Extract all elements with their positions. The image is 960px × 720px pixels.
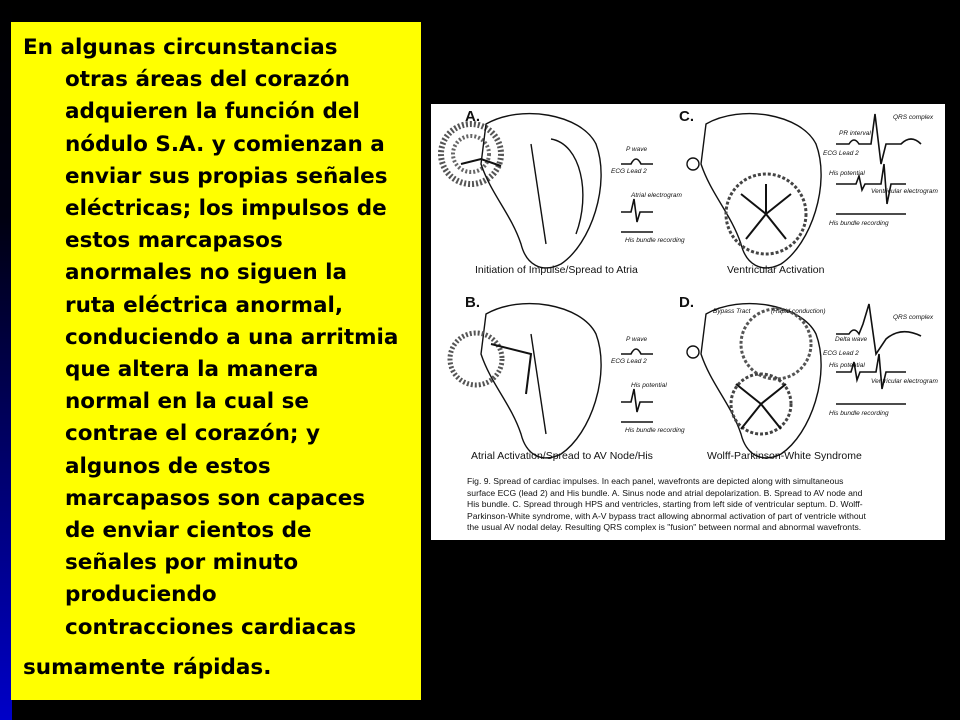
panel-title-a: Initiation of Impulse/Spread to Atria xyxy=(475,264,638,276)
label-his-potential-b: His potential xyxy=(631,382,667,389)
paragraph-line: adquieren la función del xyxy=(65,99,360,125)
label-p-wave-b: P wave xyxy=(626,336,648,343)
caption-line: the usual AV nodal delay. Resulting QRS complex is "fusion" between normal and abnormal wavefronts. xyxy=(467,522,862,533)
paragraph-line: de enviar cientos de xyxy=(65,518,312,544)
label-rapid-conduction: (Rapid conduction) xyxy=(771,308,826,315)
label-his-potential-c: His potential xyxy=(829,170,865,177)
figure-drawing xyxy=(431,104,945,540)
paragraph-line: algunos de estos xyxy=(65,453,271,479)
paragraph-line: contrae el corazón; y xyxy=(65,421,321,447)
paragraph-line: eléctricas; los impulsos de xyxy=(65,196,387,222)
caption-line: Parkinson-White syndrome, with A-V bypass tract allowing abnormal activation of part of ventricle without xyxy=(467,510,866,521)
label-atrial-electrogram-a: Atrial electrogram xyxy=(631,192,682,199)
panel-a-heart-drawing xyxy=(441,114,601,268)
panel-letter-b: B. xyxy=(465,294,480,311)
panel-title-c: Ventricular Activation xyxy=(727,264,825,276)
label-his-bundle-d: His bundle recording xyxy=(829,410,889,417)
panel-letter-d: D. xyxy=(679,294,694,311)
paragraph-line: contracciones cardiacas xyxy=(65,614,357,640)
label-his-potential-d: His potential xyxy=(829,362,865,369)
paragraph-line: enviar sus propias señales xyxy=(65,163,388,189)
paragraph-line: nódulo S.A. y comienzan a xyxy=(65,131,385,157)
label-pr-interval: PR interval xyxy=(839,130,871,137)
label-ecg-lead-b: ECG Lead 2 xyxy=(611,358,647,365)
label-ventricular-electrogram-d: Ventricular electrogram xyxy=(871,378,938,385)
paragraph-line: ruta eléctrica anormal, xyxy=(65,292,344,318)
slide-paragraph xyxy=(23,32,411,684)
label-qrs-complex-d: QRS complex xyxy=(893,314,934,321)
label-ecg-lead-d: ECG Lead 2 xyxy=(823,350,859,357)
panel-c-heart-drawing xyxy=(687,114,821,268)
paragraph-line: estos marcapasos xyxy=(65,228,283,254)
paragraph-line: normal en la cual se xyxy=(65,389,309,415)
paragraph-line: marcapasos son capaces xyxy=(65,485,366,511)
paragraph-line: produciendo xyxy=(65,582,217,608)
label-ecg-lead-a: ECG Lead 2 xyxy=(611,168,647,175)
label-p-wave-a: P wave xyxy=(626,146,648,153)
panel-b-heart-drawing xyxy=(450,304,601,458)
label-bypass-tract: Bypass Tract xyxy=(713,308,751,315)
caption-line: surface ECG (lead 2) and His bundle. A. Sinus node and atrial depolarization. B. Spread to AV node and xyxy=(467,487,863,498)
label-ecg-lead-c: ECG Lead 2 xyxy=(823,150,859,157)
figure-caption xyxy=(467,476,937,534)
panel-letter-c: C. xyxy=(679,108,694,125)
panel-title-b: Atrial Activation/Spread to AV Node/His xyxy=(471,450,653,462)
label-qrs-complex-c: QRS complex xyxy=(893,114,934,121)
paragraph-line: que altera la manera xyxy=(65,357,319,383)
panel-title-d: Wolff-Parkinson-White Syndrome xyxy=(707,450,862,462)
paragraph-line: otras áreas del corazón xyxy=(65,67,350,93)
caption-line: Fig. 9. Spread of cardiac impulses. In each panel, wavefronts are depicted along with simultaneous xyxy=(467,476,844,486)
slide-text-box xyxy=(11,22,421,700)
paragraph-last-line: sumamente rápidas. xyxy=(23,654,272,680)
caption-line: His bundle. C. Spread through HPS and ventricles, starting from left side of ventricular septum. D. Wolff- xyxy=(467,499,863,510)
paragraph-line: anormales no siguen la xyxy=(65,260,348,286)
label-delta-wave: Delta wave xyxy=(835,336,868,343)
label-his-bundle-c: His bundle recording xyxy=(829,220,889,227)
label-ventricular-electrogram-c: Ventricular electrogram xyxy=(871,188,938,195)
label-his-bundle-a: His bundle recording xyxy=(625,237,685,244)
panel-d-heart-drawing xyxy=(687,304,821,458)
cardiac-impulse-figure xyxy=(431,104,945,540)
paragraph-line: conduciendo a una arritmia xyxy=(65,324,399,350)
paragraph-line: En algunas circunstancias xyxy=(23,35,338,60)
label-his-bundle-b: His bundle recording xyxy=(625,427,685,434)
panel-letter-a: A. xyxy=(465,108,480,125)
paragraph-line: señales por minuto xyxy=(65,550,299,576)
